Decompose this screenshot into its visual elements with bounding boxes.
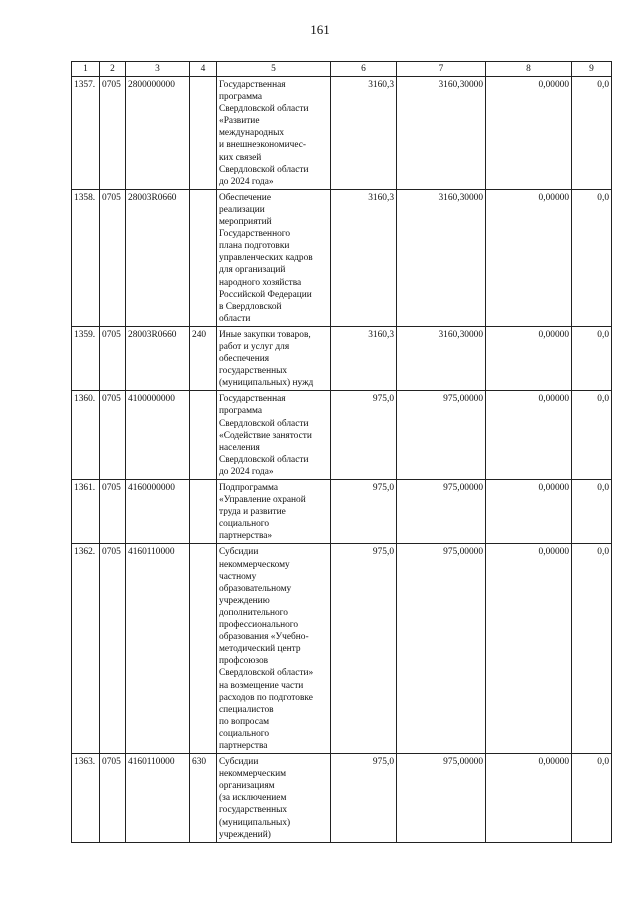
target-article-code: 4160110000: [126, 544, 190, 754]
item-name: Субсидии некоммерческому частному образовательному учреждению дополнительного профессионального образования «Учебно- методический центр профсоюзов Свердловской области» на возмещение части расходов по подготовке специалистов по вопросам социального партнерства: [217, 544, 331, 754]
section-code: 0705: [100, 326, 126, 390]
item-name: Субсидии некоммерческим организациям (за исключением государственных (муниципальных) учреждений): [217, 754, 331, 843]
column-8-value: 0,00000: [486, 391, 572, 480]
target-article-code: 4100000000: [126, 391, 190, 480]
amount: 3160,3: [331, 189, 397, 326]
item-name: Государственная программа Свердловской области «Содействие занятости населения Свердловской области до 2024 года»: [217, 391, 331, 480]
column-8-value: 0,00000: [486, 480, 572, 544]
column-8-value: 0,00000: [486, 77, 572, 190]
column-9-value: 0,0: [572, 544, 612, 754]
amount: 3160,3: [331, 326, 397, 390]
column-8-value: 0,00000: [486, 544, 572, 754]
section-code: 0705: [100, 391, 126, 480]
column-8-value: 0,00000: [486, 754, 572, 843]
amount: 975,0: [331, 754, 397, 843]
column-header: 5: [217, 62, 331, 77]
section-code: 0705: [100, 754, 126, 843]
amount-exact: 975,00000: [397, 754, 486, 843]
expense-type-code: 240: [190, 326, 217, 390]
column-header: 4: [190, 62, 217, 77]
amount: 975,0: [331, 544, 397, 754]
table-row: [72, 391, 612, 480]
table-row: [72, 480, 612, 544]
column-header: 2: [100, 62, 126, 77]
section-code: 0705: [100, 480, 126, 544]
section-code: 0705: [100, 544, 126, 754]
row-number: 1363.: [72, 754, 100, 843]
item-name: Государственная программа Свердловской области «Развитие международных и внешнеэкономичес- ких связей Свердловской области до 2024 года»: [217, 77, 331, 190]
column-header: 3: [126, 62, 190, 77]
item-name: Иные закупки товаров, работ и услуг для обеспечения государственных (муниципальных) нужд: [217, 326, 331, 390]
section-code: 0705: [100, 77, 126, 190]
table-row: [72, 326, 612, 390]
row-number: 1357.: [72, 77, 100, 190]
expense-type-code: [190, 480, 217, 544]
target-article-code: 28003R0660: [126, 326, 190, 390]
column-header: 7: [397, 62, 486, 77]
row-number: 1360.: [72, 391, 100, 480]
amount: 3160,3: [331, 77, 397, 190]
target-article-code: 28003R0660: [126, 189, 190, 326]
amount: 975,0: [331, 480, 397, 544]
row-number: 1358.: [72, 189, 100, 326]
budget-table: [71, 61, 612, 843]
column-header: 9: [572, 62, 612, 77]
row-number: 1361.: [72, 480, 100, 544]
amount-exact: 3160,30000: [397, 326, 486, 390]
column-9-value: 0,0: [572, 189, 612, 326]
item-name: Подпрограмма «Управление охраной труда и развитие социального партнерства»: [217, 480, 331, 544]
item-name: Обеспечение реализации мероприятий Государственного плана подготовки управленческих кадров для организаций народного хозяйства Российской Федерации в Свердловской области: [217, 189, 331, 326]
target-article-code: 4160000000: [126, 480, 190, 544]
column-9-value: 0,0: [572, 480, 612, 544]
column-9-value: 0,0: [572, 391, 612, 480]
table-row: [72, 77, 612, 190]
page-number: 161: [310, 22, 330, 37]
column-9-value: 0,0: [572, 77, 612, 190]
expense-type-code: [190, 189, 217, 326]
amount-exact: 3160,30000: [397, 189, 486, 326]
amount-exact: 975,00000: [397, 391, 486, 480]
column-header: 8: [486, 62, 572, 77]
amount-exact: 975,00000: [397, 480, 486, 544]
column-header: 1: [72, 62, 100, 77]
table-row: [72, 544, 612, 754]
target-article-code: 4160110000: [126, 754, 190, 843]
target-article-code: 2800000000: [126, 77, 190, 190]
row-number: 1362.: [72, 544, 100, 754]
section-code: 0705: [100, 189, 126, 326]
expense-type-code: 630: [190, 754, 217, 843]
column-9-value: 0,0: [572, 326, 612, 390]
expense-type-code: [190, 544, 217, 754]
table-row: [72, 754, 612, 843]
amount-exact: 3160,30000: [397, 77, 486, 190]
row-number: 1359.: [72, 326, 100, 390]
amount-exact: 975,00000: [397, 544, 486, 754]
column-8-value: 0,00000: [486, 326, 572, 390]
header-row: [72, 62, 612, 77]
column-9-value: 0,0: [572, 754, 612, 843]
column-8-value: 0,00000: [486, 189, 572, 326]
column-header: 6: [331, 62, 397, 77]
table-row: [72, 189, 612, 326]
expense-type-code: [190, 77, 217, 190]
expense-type-code: [190, 391, 217, 480]
amount: 975,0: [331, 391, 397, 480]
